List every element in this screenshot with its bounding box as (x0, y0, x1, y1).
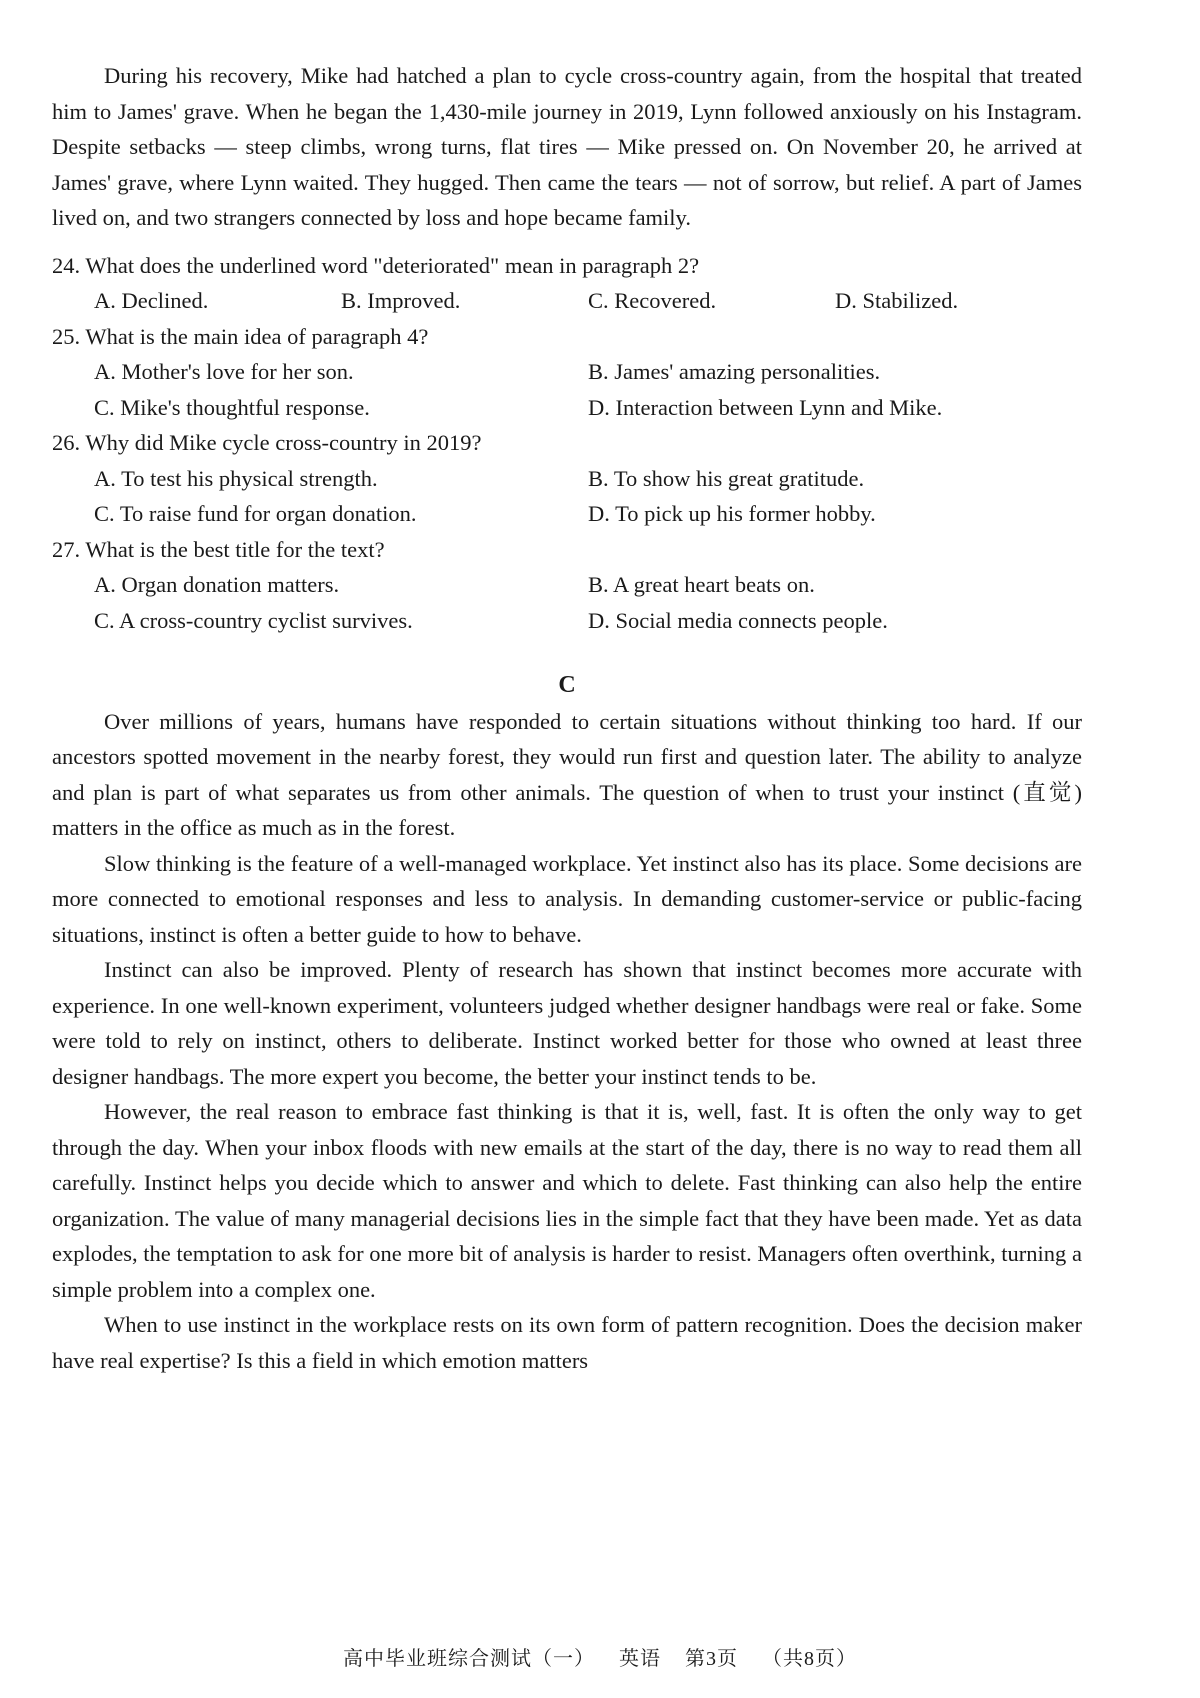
page-total: （共8页） (762, 1648, 857, 1670)
option-d[interactable]: D. To pick up his former hobby. (588, 501, 876, 526)
page-footer (0, 1642, 1200, 1671)
option-c[interactable]: C. Mike's thoughtful response. (94, 394, 370, 420)
page-number: 第3页 (685, 1648, 738, 1670)
question-27 (52, 532, 1082, 639)
question-25 (52, 319, 1082, 426)
question-24 (52, 248, 1082, 319)
test-name: 高中毕业班综合测试（一） (343, 1648, 595, 1670)
option-c[interactable]: C. A cross-country cyclist survives. (94, 607, 413, 633)
option-b[interactable]: B. James' amazing personalities. (588, 359, 881, 384)
option-b[interactable]: B. To show his great gratitude. (588, 465, 865, 491)
question-26 (52, 425, 1082, 532)
option-d[interactable]: D. Interaction between Lynn and Mike. (588, 394, 943, 420)
options (52, 461, 1082, 532)
section-c-heading: C (558, 672, 576, 698)
option-a[interactable]: A. Organ donation matters. (94, 572, 340, 597)
passage-c-paragraph-5: When to use instinct in the workplace rests on its own form of pattern recognition. Does the decision maker have real expertise? Is this a field in which emotion matters (52, 1312, 1082, 1373)
passage-c-paragraph-1: Over millions of years, humans have responded to certain situations without thinking too hard. If our ancestors spotted movement in the nearby forest, they would run first and question later. The ability to analyze and plan is part of what separates us from other animals. The question of when to trust your instinct (直觉) matters in the office as much as in the forest. (52, 708, 1082, 840)
option-b[interactable]: B. A great heart beats on. (588, 572, 815, 597)
page-content (52, 58, 1082, 1378)
option-a[interactable]: A. Declined. (94, 288, 209, 313)
options (52, 283, 1082, 319)
question-stem: 26. Why did Mike cycle cross-country in 2019? (52, 430, 482, 455)
subject: 英语 (619, 1648, 661, 1670)
option-a[interactable]: A. To test his physical strength. (94, 465, 378, 491)
options (52, 354, 1082, 425)
option-b[interactable]: B. Improved. (341, 288, 461, 313)
options (52, 567, 1082, 638)
passage-c-paragraph-4: However, the real reason to embrace fast thinking is that it is, well, fast. It is often the only way to get through the day. When your inbox floods with new emails at the start of the day, there is no way to read them all carefully. Instinct helps you decide which to answer and which to delete. Fast thinking can also help the entire organization. The value of many managerial decisions lies in the simple fact that they have been made. Yet as data explodes, the temptation to ask for one more bit of analysis is harder to resist. Managers often overthink, turning a simple problem into a complex one. (52, 1099, 1082, 1302)
passage-b-paragraph: During his recovery, Mike had hatched a plan to cycle cross-country again, from the hospital that treated him to James' grave. When he began the 1,430-mile journey in 2019, Lynn followed anxiously on his Instagram. Despite setbacks — steep climbs, wrong turns, flat tires — Mike pressed on. On November 20, he arrived at James' grave, where Lynn waited. They hugged. Then came the tears — not of sorrow, but relief. A part of James lived on, and two strangers connected by loss and hope became family. (52, 63, 1082, 230)
question-stem: 24. What does the underlined word "deteriorated" mean in paragraph 2? (52, 252, 700, 278)
question-stem: 25. What is the main idea of paragraph 4? (52, 323, 429, 349)
option-a[interactable]: A. Mother's love for her son. (94, 359, 354, 384)
passage-c-paragraph-3: Instinct can also be improved. Plenty of research has shown that instinct becomes more accurate with experience. In one well-known experiment, volunteers judged whether designer handbags were real or fake. Some were told to rely on instinct, others to deliberate. Instinct worked better for those who owned at least three designer handbags. The more expert you become, the better your instinct tends to be. (52, 957, 1082, 1089)
option-c[interactable]: C. Recovered. (588, 288, 717, 313)
option-c[interactable]: C. To raise fund for organ donation. (94, 501, 417, 526)
passage-c-paragraph-2: Slow thinking is the feature of a well-managed workplace. Yet instinct also has its place. Some decisions are more connected to emotional responses and less to analysis. In demanding customer-service or public-facing situations, instinct is often a better guide to how to behave. (52, 850, 1082, 947)
question-stem: 27. What is the best title for the text? (52, 536, 385, 562)
option-d[interactable]: D. Stabilized. (835, 288, 959, 313)
option-d[interactable]: D. Social media connects people. (588, 607, 888, 633)
